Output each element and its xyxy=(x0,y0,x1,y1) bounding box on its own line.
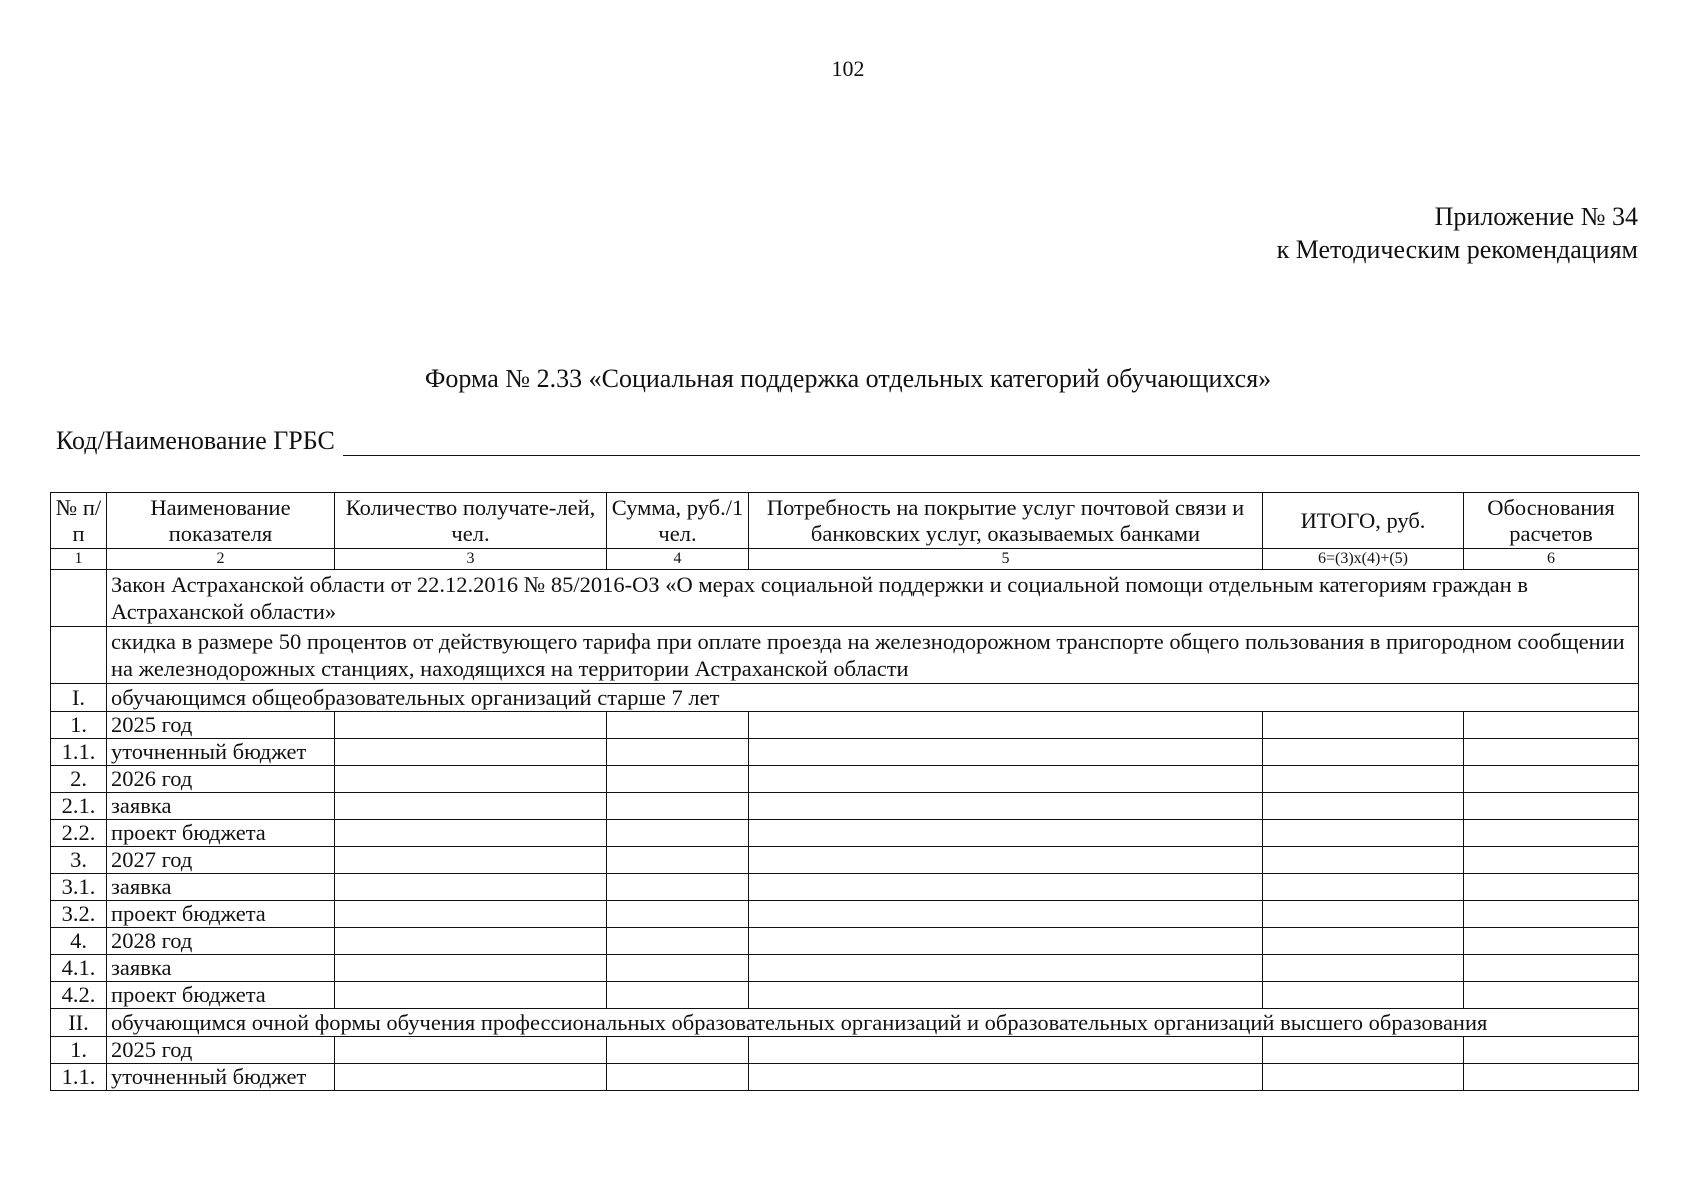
total-cell[interactable] xyxy=(1263,982,1464,1009)
amount-cell[interactable] xyxy=(607,766,749,793)
column-number: 6=(3)x(4)+(5) xyxy=(1263,549,1464,570)
amount-cell[interactable] xyxy=(607,712,749,739)
row-indicator-name: проект бюджета xyxy=(107,901,335,928)
header-justification: Обоснования расчетов xyxy=(1464,493,1639,549)
row-indicator-name: уточненный бюджет xyxy=(107,739,335,766)
row-indicator-name: заявка xyxy=(107,793,335,820)
justification-cell[interactable] xyxy=(1464,1064,1639,1091)
row-indicator-name: 2026 год xyxy=(107,766,335,793)
recipients-cell[interactable] xyxy=(335,766,607,793)
row-number: 4. xyxy=(51,928,107,955)
total-cell[interactable] xyxy=(1263,766,1464,793)
needs-cell[interactable] xyxy=(749,901,1263,928)
table-row xyxy=(51,712,1639,739)
table-row xyxy=(51,874,1639,901)
group-number: I. xyxy=(51,684,107,712)
total-cell[interactable] xyxy=(1263,1064,1464,1091)
column-number: 5 xyxy=(749,549,1263,570)
amount-cell[interactable] xyxy=(607,847,749,874)
column-number: 1 xyxy=(51,549,107,570)
column-number: 3 xyxy=(335,549,607,570)
row-indicator-name: проект бюджета xyxy=(107,820,335,847)
row-indicator-name: заявка xyxy=(107,955,335,982)
needs-cell[interactable] xyxy=(749,874,1263,901)
justification-cell[interactable] xyxy=(1464,739,1639,766)
row-indicator-name: проект бюджета xyxy=(107,982,335,1009)
table-row xyxy=(51,766,1639,793)
header-indicator-name: Наименование показателя xyxy=(107,493,335,549)
page-number: 102 xyxy=(831,56,865,81)
group-row xyxy=(51,684,1639,712)
table-row xyxy=(51,1064,1639,1091)
appendix-reference xyxy=(1277,200,1638,266)
amount-cell[interactable] xyxy=(607,793,749,820)
row-indicator-name: уточненный бюджет xyxy=(107,1064,335,1091)
row-indicator-name: 2025 год xyxy=(107,1037,335,1064)
recipients-cell[interactable] xyxy=(335,820,607,847)
table-row xyxy=(51,1037,1639,1064)
total-cell[interactable] xyxy=(1263,928,1464,955)
justification-cell[interactable] xyxy=(1464,955,1639,982)
row-number: 1. xyxy=(51,712,107,739)
justification-cell[interactable] xyxy=(1464,793,1639,820)
column-number: 2 xyxy=(107,549,335,570)
needs-cell[interactable] xyxy=(749,1037,1263,1064)
row-number: 1. xyxy=(51,1037,107,1064)
header-total: ИТОГО, руб. xyxy=(1263,493,1464,549)
row-number: 3. xyxy=(51,847,107,874)
amount-cell[interactable] xyxy=(607,928,749,955)
needs-cell[interactable] xyxy=(749,928,1263,955)
total-cell[interactable] xyxy=(1263,793,1464,820)
total-cell[interactable] xyxy=(1263,1037,1464,1064)
grbs-input-line[interactable] xyxy=(343,431,1640,456)
justification-cell[interactable] xyxy=(1464,847,1639,874)
recipients-cell[interactable] xyxy=(335,955,607,982)
discount-number-cell xyxy=(51,627,107,684)
appendix-subtitle: к Методическим рекомендациям xyxy=(1276,235,1638,264)
total-cell[interactable] xyxy=(1263,739,1464,766)
law-number-cell xyxy=(51,570,107,627)
grbs-label: Код/Наименование ГРБС xyxy=(56,426,335,455)
needs-cell[interactable] xyxy=(749,793,1263,820)
recipients-cell[interactable] xyxy=(335,982,607,1009)
justification-cell[interactable] xyxy=(1464,820,1639,847)
row-number: 4.1. xyxy=(51,955,107,982)
justification-cell[interactable] xyxy=(1464,901,1639,928)
total-cell[interactable] xyxy=(1263,874,1464,901)
table-row xyxy=(51,928,1639,955)
row-number: 2. xyxy=(51,766,107,793)
recipients-cell[interactable] xyxy=(335,847,607,874)
justification-cell[interactable] xyxy=(1464,928,1639,955)
group-text: обучающимся общеобразовательных организаций старше 7 лет xyxy=(107,684,1639,712)
amount-cell[interactable] xyxy=(607,739,749,766)
needs-cell[interactable] xyxy=(749,847,1263,874)
discount-row xyxy=(51,627,1639,684)
group-number: II. xyxy=(51,1009,107,1037)
header-row xyxy=(51,493,1639,549)
row-indicator-name: 2025 год xyxy=(107,712,335,739)
needs-cell[interactable] xyxy=(749,766,1263,793)
needs-cell[interactable] xyxy=(749,739,1263,766)
justification-cell[interactable] xyxy=(1464,874,1639,901)
amount-cell[interactable] xyxy=(607,955,749,982)
needs-cell[interactable] xyxy=(749,820,1263,847)
row-number: 3.1. xyxy=(51,874,107,901)
amount-cell[interactable] xyxy=(607,820,749,847)
total-cell[interactable] xyxy=(1263,955,1464,982)
form-title: Форма № 2.33 «Социальная поддержка отдельных категорий обучающихся» xyxy=(424,364,1272,393)
amount-cell[interactable] xyxy=(607,1064,749,1091)
amount-cell[interactable] xyxy=(607,1037,749,1064)
table-row xyxy=(51,793,1639,820)
recipients-cell[interactable] xyxy=(335,1037,607,1064)
column-number: 4 xyxy=(607,549,749,570)
group-text: обучающимся очной формы обучения профессиональных образовательных организаций и образовательных организаций высшего образования xyxy=(107,1009,1639,1037)
group-row xyxy=(51,1009,1639,1037)
row-indicator-name: заявка xyxy=(107,874,335,901)
header-postal-banking-needs: Потребность на покрытие услуг почтовой связи и банковских услуг, оказываемых банками xyxy=(749,493,1263,549)
table-row xyxy=(51,982,1639,1009)
justification-cell[interactable] xyxy=(1464,982,1639,1009)
row-number: 2.2. xyxy=(51,820,107,847)
table-row xyxy=(51,847,1639,874)
recipients-cell[interactable] xyxy=(335,1064,607,1091)
column-number: 6 xyxy=(1464,549,1639,570)
row-number: 3.2. xyxy=(51,901,107,928)
law-text: Закон Астраханской области от 22.12.2016 № 85/2016-ОЗ «О мерах социальной поддержки и социальной помощи отдельным категориям граждан в Астраханской области» xyxy=(107,570,1639,627)
row-number: 2.1. xyxy=(51,793,107,820)
grbs-field xyxy=(56,426,1640,456)
recipients-cell[interactable] xyxy=(335,712,607,739)
needs-cell[interactable] xyxy=(749,982,1263,1009)
row-indicator-name: 2028 год xyxy=(107,928,335,955)
total-cell[interactable] xyxy=(1263,712,1464,739)
discount-text: скидка в размере 50 процентов от действующего тарифа при оплате проезда на железнодорожном транспорте общего пользования в пригородном сообщении на железнодорожных станциях, находящихся на территории Астраханской области xyxy=(107,627,1639,684)
appendix-number: Приложение № 34 xyxy=(1434,202,1638,231)
recipients-cell[interactable] xyxy=(335,793,607,820)
column-numbers-row xyxy=(51,549,1639,570)
table-row xyxy=(51,901,1639,928)
recipients-cell[interactable] xyxy=(335,901,607,928)
header-number: № п/п xyxy=(51,493,107,549)
recipients-cell[interactable] xyxy=(335,874,607,901)
social-support-table xyxy=(50,492,1639,1091)
justification-cell[interactable] xyxy=(1464,1037,1639,1064)
header-recipients-count: Количество получате-лей, чел. xyxy=(335,493,607,549)
table-row xyxy=(51,739,1639,766)
amount-cell[interactable] xyxy=(607,901,749,928)
needs-cell[interactable] xyxy=(749,712,1263,739)
amount-cell[interactable] xyxy=(607,982,749,1009)
row-number: 1.1. xyxy=(51,739,107,766)
total-cell[interactable] xyxy=(1263,901,1464,928)
total-cell[interactable] xyxy=(1263,847,1464,874)
header-amount-per-person: Сумма, руб./1 чел. xyxy=(607,493,749,549)
row-indicator-name: 2027 год xyxy=(107,847,335,874)
recipients-cell[interactable] xyxy=(335,739,607,766)
table-row xyxy=(51,955,1639,982)
needs-cell[interactable] xyxy=(749,955,1263,982)
total-cell[interactable] xyxy=(1263,820,1464,847)
justification-cell[interactable] xyxy=(1464,712,1639,739)
amount-cell[interactable] xyxy=(607,874,749,901)
justification-cell[interactable] xyxy=(1464,766,1639,793)
law-row xyxy=(51,570,1639,627)
table-row xyxy=(51,820,1639,847)
needs-cell[interactable] xyxy=(749,1064,1263,1091)
recipients-cell[interactable] xyxy=(335,928,607,955)
row-number: 4.2. xyxy=(51,982,107,1009)
row-number: 1.1. xyxy=(51,1064,107,1091)
